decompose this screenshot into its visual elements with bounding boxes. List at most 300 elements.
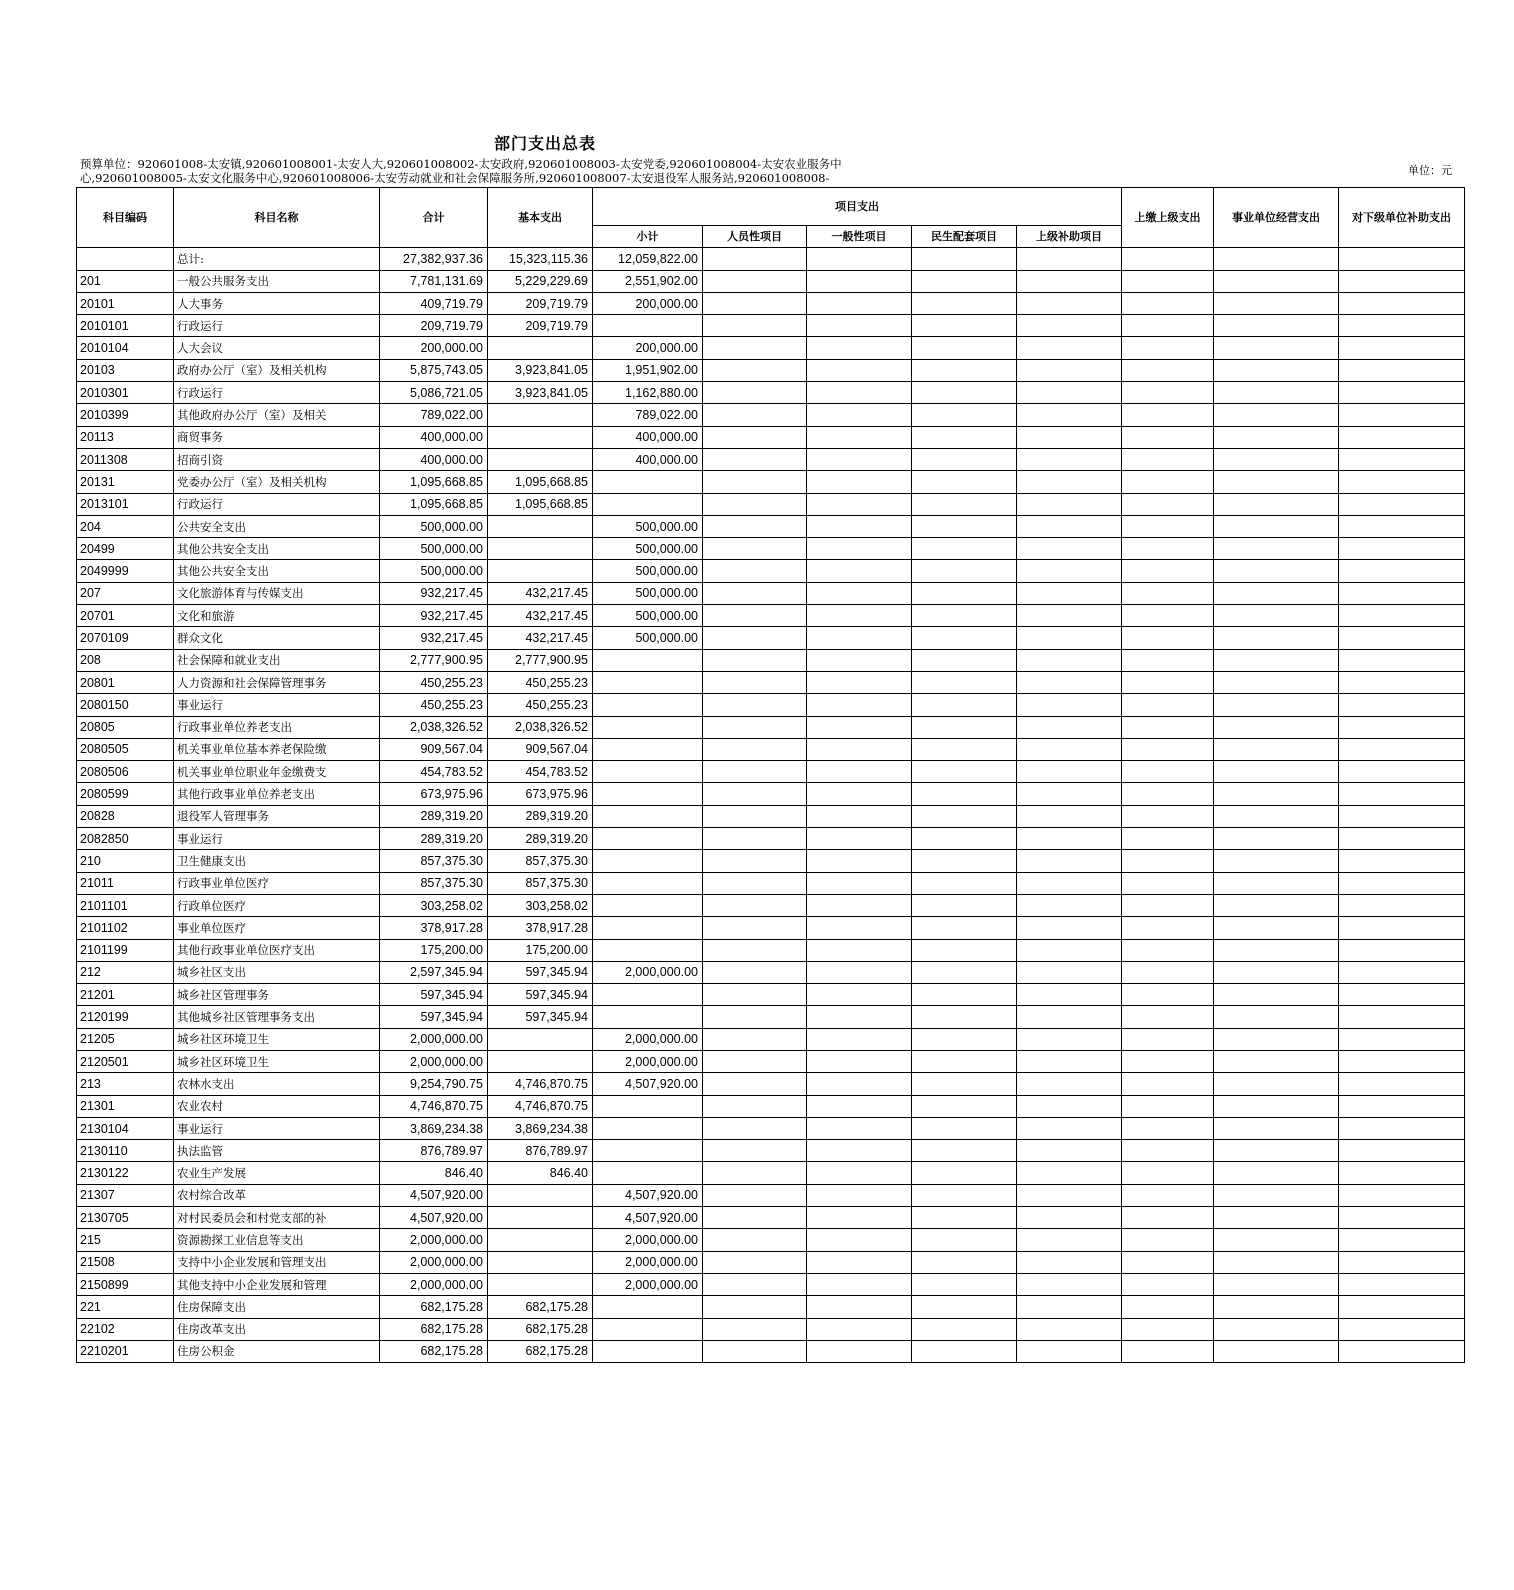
cell-empty — [703, 649, 807, 671]
cell-total: 4,507,920.00 — [380, 1207, 488, 1229]
cell-empty — [912, 894, 1017, 916]
cell-name: 行政事业单位医疗 — [174, 872, 380, 894]
cell-code: 21011 — [77, 872, 174, 894]
cell-empty — [1017, 716, 1122, 738]
cell-code: 2120199 — [77, 1006, 174, 1028]
cell-empty — [1339, 471, 1465, 493]
cell-empty — [1339, 738, 1465, 760]
cell-empty — [1017, 404, 1122, 426]
cell-name: 其他公共安全支出 — [174, 538, 380, 560]
cell-empty — [1017, 850, 1122, 872]
cell-empty — [1339, 671, 1465, 693]
cell-code: 2010301 — [77, 382, 174, 404]
cell-empty — [1017, 828, 1122, 850]
cell-total: 932,217.45 — [380, 582, 488, 604]
cell-name: 一般公共服务支出 — [174, 270, 380, 292]
cell-empty — [1122, 671, 1214, 693]
cell-subtotal: 4,507,920.00 — [593, 1207, 703, 1229]
cell-empty — [1339, 1095, 1465, 1117]
cell-code: 2101102 — [77, 917, 174, 939]
cell-empty — [1339, 270, 1465, 292]
cell-empty — [1122, 471, 1214, 493]
cell-empty — [807, 671, 912, 693]
cell-empty — [1122, 761, 1214, 783]
cell-empty — [703, 605, 807, 627]
cell-subtotal — [593, 649, 703, 671]
cell-empty — [1017, 1073, 1122, 1095]
cell-empty — [1122, 560, 1214, 582]
cell-empty — [1339, 315, 1465, 337]
table-row — [77, 1050, 1465, 1072]
report-title: 部门支出总表 — [493, 134, 596, 153]
cell-empty — [1017, 515, 1122, 537]
cell-empty — [807, 270, 912, 292]
table-row — [77, 1006, 1465, 1028]
cell-name: 住房保障支出 — [174, 1296, 380, 1318]
cell-empty — [912, 961, 1017, 983]
cell-subtotal: 400,000.00 — [593, 426, 703, 448]
header-general: 一般性项目 — [807, 226, 912, 248]
cell-empty — [703, 337, 807, 359]
cell-code: 201 — [77, 270, 174, 292]
cell-basic: 597,345.94 — [488, 984, 593, 1006]
cell-name: 文化旅游体育与传媒支出 — [174, 582, 380, 604]
cell-empty — [703, 1273, 807, 1295]
cell-empty — [807, 1296, 912, 1318]
cell-empty — [1122, 426, 1214, 448]
table-row — [77, 894, 1465, 916]
cell-empty — [1122, 1140, 1214, 1162]
cell-empty — [703, 738, 807, 760]
cell-code: 2049999 — [77, 560, 174, 582]
cell-empty — [1017, 1117, 1122, 1139]
cell-name: 行政单位医疗 — [174, 894, 380, 916]
cell-empty — [1339, 1117, 1465, 1139]
cell-empty — [807, 605, 912, 627]
cell-empty — [1339, 1073, 1465, 1095]
cell-total: 846.40 — [380, 1162, 488, 1184]
cell-empty — [703, 761, 807, 783]
table-row — [77, 716, 1465, 738]
cell-empty — [1339, 426, 1465, 448]
cell-empty — [912, 1229, 1017, 1251]
cell-subtotal: 2,000,000.00 — [593, 1050, 703, 1072]
cell-empty — [1339, 850, 1465, 872]
cell-name: 其他政府办公厅（室）及相关 — [174, 404, 380, 426]
cell-basic — [488, 515, 593, 537]
cell-code: 2080150 — [77, 694, 174, 716]
cell-empty — [1017, 1184, 1122, 1206]
cell-empty — [912, 1073, 1017, 1095]
cell-empty — [1122, 1273, 1214, 1295]
cell-empty — [1122, 783, 1214, 805]
cell-basic: 857,375.30 — [488, 872, 593, 894]
cell-empty — [1214, 649, 1339, 671]
cell-subtotal: 789,022.00 — [593, 404, 703, 426]
cell-empty — [1339, 1340, 1465, 1362]
header-total: 合计 — [380, 188, 488, 248]
cell-basic — [488, 1229, 593, 1251]
cell-empty — [703, 716, 807, 738]
cell-empty — [807, 448, 912, 470]
cell-code: 20701 — [77, 605, 174, 627]
cell-subtotal — [593, 1340, 703, 1362]
cell-empty — [703, 1251, 807, 1273]
cell-name: 资源勘探工业信息等支出 — [174, 1229, 380, 1251]
cell-empty — [912, 471, 1017, 493]
cell-empty — [1017, 560, 1122, 582]
cell-empty — [912, 1184, 1017, 1206]
table-row — [77, 694, 1465, 716]
table-row — [77, 404, 1465, 426]
cell-empty — [912, 382, 1017, 404]
cell-empty — [1017, 1296, 1122, 1318]
cell-empty — [807, 738, 912, 760]
cell-empty — [912, 1050, 1017, 1072]
cell-code: 2130110 — [77, 1140, 174, 1162]
cell-empty — [1122, 1050, 1214, 1072]
cell-empty — [1214, 538, 1339, 560]
cell-empty — [1339, 694, 1465, 716]
cell-subtotal — [593, 1162, 703, 1184]
cell-total: 2,000,000.00 — [380, 1229, 488, 1251]
cell-code: 20805 — [77, 716, 174, 738]
cell-empty — [703, 850, 807, 872]
cell-empty — [1017, 538, 1122, 560]
cell-total: 909,567.04 — [380, 738, 488, 760]
cell-empty — [1122, 1207, 1214, 1229]
cell-total: 2,000,000.00 — [380, 1273, 488, 1295]
cell-empty — [703, 1095, 807, 1117]
cell-empty — [703, 404, 807, 426]
cell-subtotal: 500,000.00 — [593, 538, 703, 560]
cell-empty — [912, 1296, 1017, 1318]
cell-empty — [1122, 1028, 1214, 1050]
cell-empty — [1017, 292, 1122, 314]
cell-empty — [1017, 783, 1122, 805]
cell-empty — [1017, 1140, 1122, 1162]
cell-total: 682,175.28 — [380, 1340, 488, 1362]
cell-empty — [1339, 627, 1465, 649]
table-row — [77, 828, 1465, 850]
cell-empty — [1017, 493, 1122, 515]
cell-empty — [807, 1095, 912, 1117]
cell-subtotal — [593, 1140, 703, 1162]
cell-total: 2,000,000.00 — [380, 1028, 488, 1050]
cell-empty — [1214, 1006, 1339, 1028]
cell-name: 机关事业单位基本养老保险缴 — [174, 738, 380, 760]
cell-empty — [1122, 939, 1214, 961]
cell-total: 789,022.00 — [380, 404, 488, 426]
cell-code: 2010399 — [77, 404, 174, 426]
cell-subtotal: 500,000.00 — [593, 515, 703, 537]
cell-empty — [1122, 694, 1214, 716]
table-row — [77, 426, 1465, 448]
cell-empty — [1339, 1251, 1465, 1273]
cell-subtotal: 2,000,000.00 — [593, 1028, 703, 1050]
cell-code: 21508 — [77, 1251, 174, 1273]
cell-subtotal: 500,000.00 — [593, 560, 703, 582]
cell-subtotal — [593, 894, 703, 916]
cell-name: 农业生产发展 — [174, 1162, 380, 1184]
cell-name: 农业农村 — [174, 1095, 380, 1117]
cell-empty — [1017, 359, 1122, 381]
currency-unit-label: 单位：元 — [1408, 164, 1452, 177]
cell-empty — [807, 1318, 912, 1340]
cell-empty — [703, 894, 807, 916]
cell-total: 857,375.30 — [380, 850, 488, 872]
table-row — [77, 1073, 1465, 1095]
cell-empty — [1122, 1073, 1214, 1095]
cell-subtotal — [593, 828, 703, 850]
cell-empty — [1339, 1184, 1465, 1206]
cell-basic: 209,719.79 — [488, 315, 593, 337]
cell-empty — [1214, 560, 1339, 582]
cell-code: 213 — [77, 1073, 174, 1095]
cell-subtotal — [593, 917, 703, 939]
table-row — [77, 1296, 1465, 1318]
cell-total: 2,000,000.00 — [380, 1050, 488, 1072]
cell-basic: 432,217.45 — [488, 582, 593, 604]
cell-empty — [807, 1162, 912, 1184]
cell-basic — [488, 560, 593, 582]
cell-empty — [807, 292, 912, 314]
cell-empty — [1214, 1318, 1339, 1340]
cell-empty — [912, 984, 1017, 1006]
cell-total: 500,000.00 — [380, 560, 488, 582]
cell-subtotal — [593, 984, 703, 1006]
table-row — [77, 649, 1465, 671]
cell-empty — [1214, 939, 1339, 961]
cell-empty — [1017, 627, 1122, 649]
cell-total: 2,597,345.94 — [380, 961, 488, 983]
cell-subtotal — [593, 716, 703, 738]
cell-empty — [912, 828, 1017, 850]
cell-empty — [1122, 828, 1214, 850]
cell-name: 城乡社区管理事务 — [174, 984, 380, 1006]
cell-total: 400,000.00 — [380, 448, 488, 470]
cell-name: 机关事业单位职业年金缴费支 — [174, 761, 380, 783]
cell-empty — [1017, 1340, 1122, 1362]
cell-empty — [1339, 1162, 1465, 1184]
cell-basic — [488, 1273, 593, 1295]
cell-name: 住房公积金 — [174, 1340, 380, 1362]
cell-total: 673,975.96 — [380, 783, 488, 805]
cell-code: 2080505 — [77, 738, 174, 760]
cell-empty — [1017, 649, 1122, 671]
cell-empty — [912, 1318, 1017, 1340]
cell-empty — [1214, 1140, 1339, 1162]
cell-name: 事业运行 — [174, 694, 380, 716]
cell-code: 2120501 — [77, 1050, 174, 1072]
cell-empty — [807, 805, 912, 827]
cell-empty — [1017, 738, 1122, 760]
cell-empty — [703, 1073, 807, 1095]
table-row — [77, 248, 1465, 270]
cell-empty — [703, 627, 807, 649]
cell-code: 20801 — [77, 671, 174, 693]
cell-code: 2082850 — [77, 828, 174, 850]
cell-empty — [1017, 805, 1122, 827]
cell-empty — [1339, 493, 1465, 515]
cell-empty — [1339, 805, 1465, 827]
header-personnel: 人员性项目 — [703, 226, 807, 248]
cell-empty — [703, 515, 807, 537]
cell-subtotal — [593, 1095, 703, 1117]
cell-total: 5,875,743.05 — [380, 359, 488, 381]
cell-empty — [912, 627, 1017, 649]
cell-empty — [1122, 872, 1214, 894]
cell-empty — [807, 1073, 912, 1095]
cell-name: 商贸事务 — [174, 426, 380, 448]
cell-subtotal: 2,000,000.00 — [593, 961, 703, 983]
cell-empty — [1017, 248, 1122, 270]
cell-subtotal: 2,000,000.00 — [593, 1273, 703, 1295]
cell-basic: 673,975.96 — [488, 783, 593, 805]
cell-name: 支持中小企业发展和管理支出 — [174, 1251, 380, 1273]
cell-empty — [1017, 1318, 1122, 1340]
table-row — [77, 337, 1465, 359]
cell-empty — [703, 538, 807, 560]
cell-empty — [807, 716, 912, 738]
header-business: 事业单位经营支出 — [1214, 188, 1339, 248]
cell-total: 1,095,668.85 — [380, 471, 488, 493]
cell-name: 总计: — [174, 248, 380, 270]
cell-total: 2,777,900.95 — [380, 649, 488, 671]
cell-empty — [1214, 471, 1339, 493]
cell-empty — [1122, 716, 1214, 738]
cell-name: 人大会议 — [174, 337, 380, 359]
cell-empty — [807, 1028, 912, 1050]
cell-empty — [1122, 582, 1214, 604]
cell-basic — [488, 538, 593, 560]
cell-basic — [488, 426, 593, 448]
header-project: 项目支出 — [593, 188, 1122, 226]
cell-basic: 1,095,668.85 — [488, 493, 593, 515]
cell-empty — [1017, 315, 1122, 337]
table-row — [77, 359, 1465, 381]
table-row — [77, 939, 1465, 961]
cell-subtotal — [593, 493, 703, 515]
table-row — [77, 382, 1465, 404]
cell-empty — [912, 248, 1017, 270]
cell-empty — [912, 292, 1017, 314]
cell-empty — [1214, 1273, 1339, 1295]
cell-subtotal: 500,000.00 — [593, 627, 703, 649]
cell-name: 农林水支出 — [174, 1073, 380, 1095]
cell-name: 其他公共安全支出 — [174, 560, 380, 582]
cell-code: 2080599 — [77, 783, 174, 805]
cell-empty — [703, 493, 807, 515]
cell-empty — [1122, 359, 1214, 381]
cell-name: 党委办公厅（室）及相关机构 — [174, 471, 380, 493]
cell-empty — [703, 292, 807, 314]
cell-empty — [807, 649, 912, 671]
cell-empty — [1214, 1028, 1339, 1050]
cell-empty — [1214, 627, 1339, 649]
cell-empty — [807, 1050, 912, 1072]
cell-empty — [1017, 761, 1122, 783]
cell-subtotal: 200,000.00 — [593, 292, 703, 314]
table-body — [77, 248, 1465, 1363]
cell-subtotal — [593, 939, 703, 961]
cell-code: 207 — [77, 582, 174, 604]
cell-total: 597,345.94 — [380, 1006, 488, 1028]
cell-basic: 209,719.79 — [488, 292, 593, 314]
cell-empty — [1122, 1318, 1214, 1340]
table-row — [77, 1318, 1465, 1340]
cell-empty — [1214, 1251, 1339, 1273]
header-remit-superior: 上缴上级支出 — [1122, 188, 1214, 248]
cell-subtotal: 1,951,902.00 — [593, 359, 703, 381]
cell-empty — [1017, 1006, 1122, 1028]
cell-subtotal — [593, 783, 703, 805]
cell-empty — [807, 1117, 912, 1139]
cell-empty — [1017, 894, 1122, 916]
cell-empty — [912, 1207, 1017, 1229]
cell-subtotal — [593, 694, 703, 716]
cell-name: 事业运行 — [174, 828, 380, 850]
cell-empty — [1017, 1050, 1122, 1072]
cell-empty — [1339, 582, 1465, 604]
cell-name: 政府办公厅（室）及相关机构 — [174, 359, 380, 381]
cell-empty — [807, 582, 912, 604]
cell-empty — [1017, 471, 1122, 493]
cell-name: 事业单位医疗 — [174, 917, 380, 939]
table-row — [77, 270, 1465, 292]
cell-empty — [1122, 292, 1214, 314]
cell-total: 2,000,000.00 — [380, 1251, 488, 1273]
cell-total: 5,086,721.05 — [380, 382, 488, 404]
cell-empty — [1122, 1184, 1214, 1206]
header-basic: 基本支出 — [488, 188, 593, 248]
cell-empty — [1122, 1229, 1214, 1251]
cell-empty — [1339, 872, 1465, 894]
cell-empty — [703, 270, 807, 292]
cell-empty — [703, 471, 807, 493]
cell-empty — [703, 961, 807, 983]
cell-subtotal: 2,000,000.00 — [593, 1251, 703, 1273]
cell-total: 7,781,131.69 — [380, 270, 488, 292]
cell-basic: 1,095,668.85 — [488, 471, 593, 493]
cell-empty — [1339, 828, 1465, 850]
cell-empty — [1017, 872, 1122, 894]
cell-total: 175,200.00 — [380, 939, 488, 961]
cell-basic: 432,217.45 — [488, 627, 593, 649]
cell-total: 289,319.20 — [380, 828, 488, 850]
cell-subtotal — [593, 1006, 703, 1028]
cell-empty — [807, 1340, 912, 1362]
cell-empty — [807, 627, 912, 649]
cell-empty — [1122, 382, 1214, 404]
cell-empty — [1339, 538, 1465, 560]
budget-unit-text: 预算单位：920601008-太安镇,920601008001-太安人大,920601008002-太安政府,920601008003-太安党委,920601008004-太安农业服务中心,920601008005-太安文化服务中心,920601008006-太安劳动就业和社会保障服务所,920601008007-太安退役军人服务站,920601008008- — [80, 157, 842, 185]
cell-subtotal — [593, 1117, 703, 1139]
cell-code: 20131 — [77, 471, 174, 493]
cell-empty — [807, 961, 912, 983]
cell-empty — [703, 1117, 807, 1139]
cell-empty — [703, 694, 807, 716]
cell-subtotal: 2,551,902.00 — [593, 270, 703, 292]
cell-empty — [1339, 605, 1465, 627]
cell-empty — [703, 426, 807, 448]
cell-empty — [1122, 1117, 1214, 1139]
table-row — [77, 560, 1465, 582]
cell-empty — [703, 1207, 807, 1229]
cell-empty — [1214, 1095, 1339, 1117]
table-row — [77, 1028, 1465, 1050]
cell-empty — [1017, 1251, 1122, 1273]
